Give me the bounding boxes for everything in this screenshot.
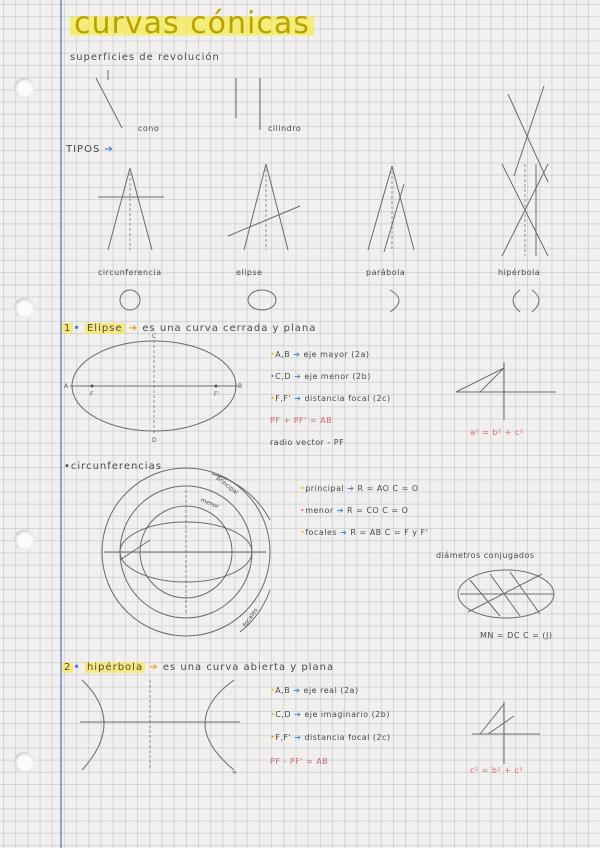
type-label-circle: circunferencia: [98, 268, 162, 277]
type-label-ellipse: elipse: [236, 268, 263, 277]
hyperbola-equation: PF - PF' = AB: [270, 757, 329, 766]
double-cone-sketch: [508, 86, 548, 182]
ring-label-menor: menor: [199, 496, 221, 511]
types-heading: TIPOS ➔: [66, 144, 114, 155]
ellipse-heading: 1 • Elipse ➔ es una curva cerrada y plana: [64, 323, 317, 334]
svg-text:∞: ∞: [232, 769, 237, 776]
hyperbola-fact-3: •F,F' ➔ distancia focal (2c): [270, 733, 391, 742]
type-label-parabola: parábola: [366, 268, 406, 277]
hyperbola-heading: 2 • hipérbola ➔ es una curva abierta y plana: [64, 662, 335, 673]
conjugate-diameters-diagram: [458, 570, 554, 618]
cone-ellipse-section: [228, 164, 300, 250]
circle-fact-2: •menor ➔ R = CO C = O: [300, 506, 409, 515]
page-title: curvas cónicas: [70, 6, 314, 41]
hyperbola-curve: [513, 290, 539, 312]
ellipse-triangle-diagram: [456, 362, 556, 420]
circles-diagram: [102, 468, 270, 636]
surfaces-heading: superficies de revolución: [70, 52, 220, 63]
hyperbola-fact-1: •A,B ➔ eje real (2a): [270, 686, 359, 695]
ellipse-curve: [248, 290, 276, 310]
cylinder-label: cilindro: [268, 124, 302, 133]
svg-text:C: C: [152, 333, 157, 340]
svg-text:B: B: [238, 383, 243, 390]
svg-text:A: A: [64, 383, 69, 390]
ellipse-fact-2: •C,D ➔ eje menor (2b): [270, 372, 371, 381]
cone-hyperbola-section: [502, 164, 548, 256]
ellipse-fact-1: •A,B ➔ eje mayor (2a): [270, 350, 370, 359]
cone-circle-section: [98, 168, 164, 250]
cone-parabola-section: [368, 166, 414, 252]
circle-curve: [120, 290, 140, 310]
ellipse-diagram: [64, 333, 242, 444]
hyperbola-diagram: [80, 680, 240, 776]
cone-label: cono: [138, 124, 160, 133]
hyperbola-formula: c² = b² + c²: [470, 766, 524, 775]
circles-heading: •circunferencias: [64, 461, 162, 472]
hyperbola-triangle-diagram: [472, 702, 540, 764]
conjugate-formula: MN = DC C = (J): [480, 631, 553, 640]
ellipse-fact-3: •F,F' ➔ distancia focal (2c): [270, 394, 391, 403]
type-label-hyperbola: hipérbola: [498, 268, 541, 277]
svg-text:D: D: [152, 437, 157, 444]
parabola-curve: [390, 290, 399, 312]
cylinder-sketch: [236, 78, 260, 130]
cone-sketch: [96, 70, 122, 128]
circle-fact-1: •principal ➔ R = AO C = O: [300, 484, 419, 493]
svg-text:F: F: [90, 391, 94, 398]
ellipse-note: radio vector - PF: [270, 438, 345, 447]
ring-label-principal: principal: [214, 474, 240, 497]
hyperbola-fact-2: •C,D ➔ eje imaginario (2b): [270, 710, 390, 719]
conjugate-heading: diámetros conjugados: [436, 551, 535, 560]
ring-label-focales: focales: [241, 606, 260, 629]
ellipse-formula: a² = b² + c²: [470, 428, 524, 437]
svg-text:F': F': [214, 391, 220, 398]
circle-fact-3: •focales ➔ R = AB C = F y F': [300, 528, 429, 537]
ellipse-equation: PF + PF' = AB: [270, 416, 333, 425]
